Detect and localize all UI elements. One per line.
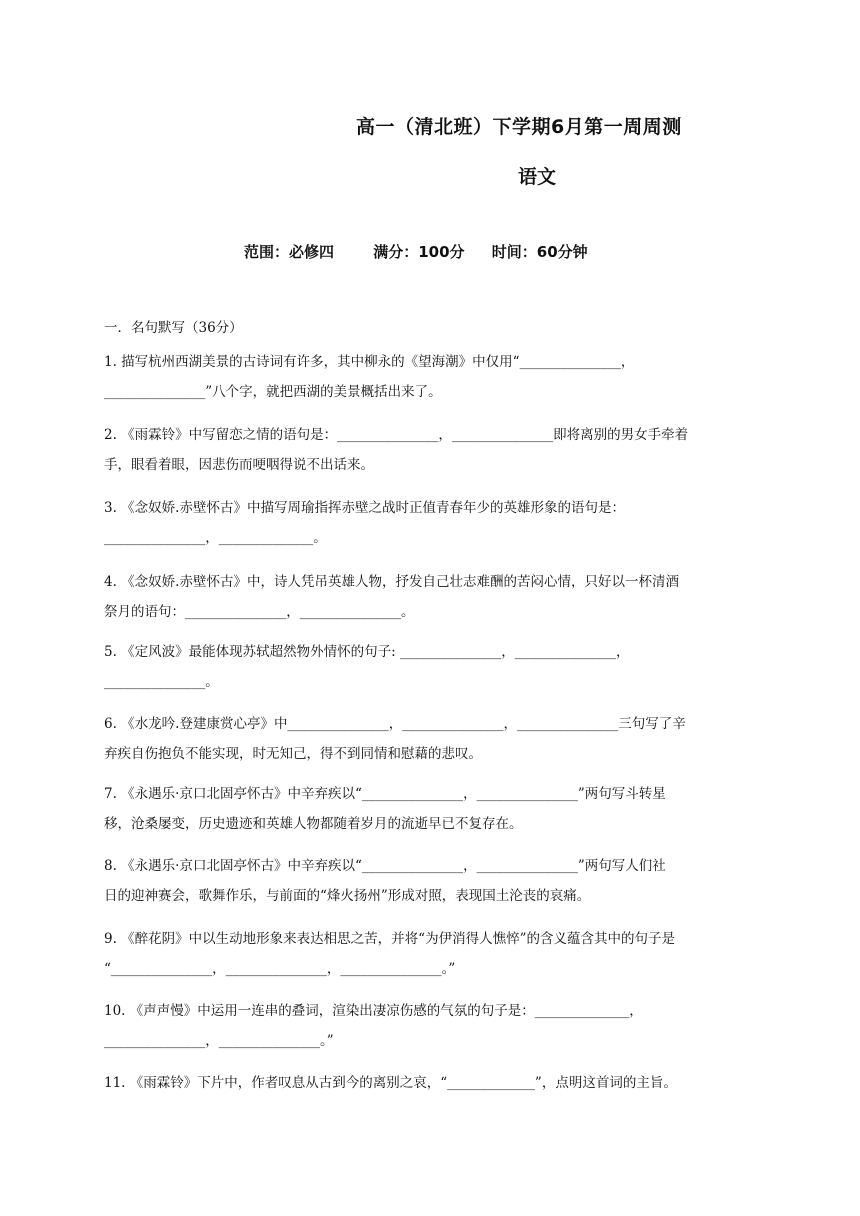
question-line: 移，沧桑屡变，历史遗迹和英雄人物都随着岁月的流逝早已不复存在。	[104, 816, 523, 832]
question-5	[104, 637, 764, 697]
question-3	[104, 493, 764, 553]
question-line: 8. 《永遇乐·京口北固亭怀古》中辛弃疾以“_______________，_______________”两句写人们社	[104, 858, 666, 874]
question-8	[104, 851, 764, 911]
page-title: 高一（清北班）下学期6月第一周周测	[356, 116, 682, 138]
question-line: 手，眼看着眼，因悲伤而哽咽得说不出话来。	[104, 457, 374, 473]
question-7	[104, 779, 764, 839]
question-line: “_______________，_______________，_______________。”	[104, 961, 456, 977]
question-6	[104, 709, 764, 769]
question-4	[104, 567, 764, 627]
exam-time: 时间：60分钟	[491, 243, 588, 261]
section-heading: 一．名句默写（36分）	[104, 320, 243, 336]
question-line: 7. 《永遇乐·京口北固亭怀古》中辛弃疾以“_______________，_______________”两句写斗转星	[104, 786, 666, 802]
question-line: _______________”八个字，就把西湖的美景概括出来了。	[104, 384, 442, 400]
question-10	[104, 996, 764, 1056]
question-line: 弃疾自伤抱负不能实现，时无知己，得不到同情和慰藉的悲叹。	[104, 746, 482, 762]
subject-title: 语文	[518, 166, 557, 188]
exam-range: 范围：必修四	[244, 243, 335, 261]
question-line: 3. 《念奴娇.赤壁怀古》中描写周瑜指挥赤壁之战时正值青春年少的英雄形象的语句是：	[104, 500, 625, 516]
question-1	[104, 347, 764, 407]
question-9	[104, 924, 764, 984]
question-line: 5. 《定风波》最能体现苏轼超然物外情怀的句子: _______________，_______________，	[104, 644, 630, 660]
question-line: 11. 《雨霖铃》下片中，作者叹息从古到今的离别之哀，“_____________”，点明这首词的主旨。	[104, 1075, 677, 1091]
question-line: 2. 《雨霖铃》中写留恋之情的语句是：_______________，_______________即将离别的男女手牵着	[104, 427, 689, 443]
question-line: 10. 《声声慢》中运用一连串的叠词，渲染出凄凉伤感的气氛的句子是：______________，	[104, 1003, 643, 1019]
question-line: 9. 《醉花阴》中以生动地形象来表达相思之苦，并将“为伊消得人憔悴”的含义蕴含其中的句子是	[104, 931, 675, 947]
question-line: _______________。	[104, 674, 219, 690]
question-line: _______________，______________。	[104, 530, 327, 546]
question-2	[104, 420, 764, 480]
question-line: 1. 描写杭州西湖美景的古诗词有许多，其中柳永的《望海潮》中仅用“_______________，	[104, 354, 635, 370]
question-line: 祭月的语句：_______________，_______________。	[104, 604, 415, 620]
question-line: 6. 《水龙吟.登建康赏心亭》中_______________，_______________，_______________三句写了辛	[104, 716, 686, 732]
question-11	[104, 1068, 764, 1098]
exam-info	[244, 241, 588, 262]
question-line: 4. 《念奴娇.赤壁怀古》中，诗人凭吊英雄人物，抒发自己壮志难酬的苦闷心情，只好以一杯清酒	[104, 574, 679, 590]
exam-full-score: 满分：100分	[373, 243, 465, 261]
question-line: _______________，_______________。”	[104, 1033, 334, 1049]
question-line: 日的迎神赛会，歌舞作乐，与前面的“烽火扬州”形成对照，表现国土沦丧的哀痛。	[104, 888, 591, 904]
